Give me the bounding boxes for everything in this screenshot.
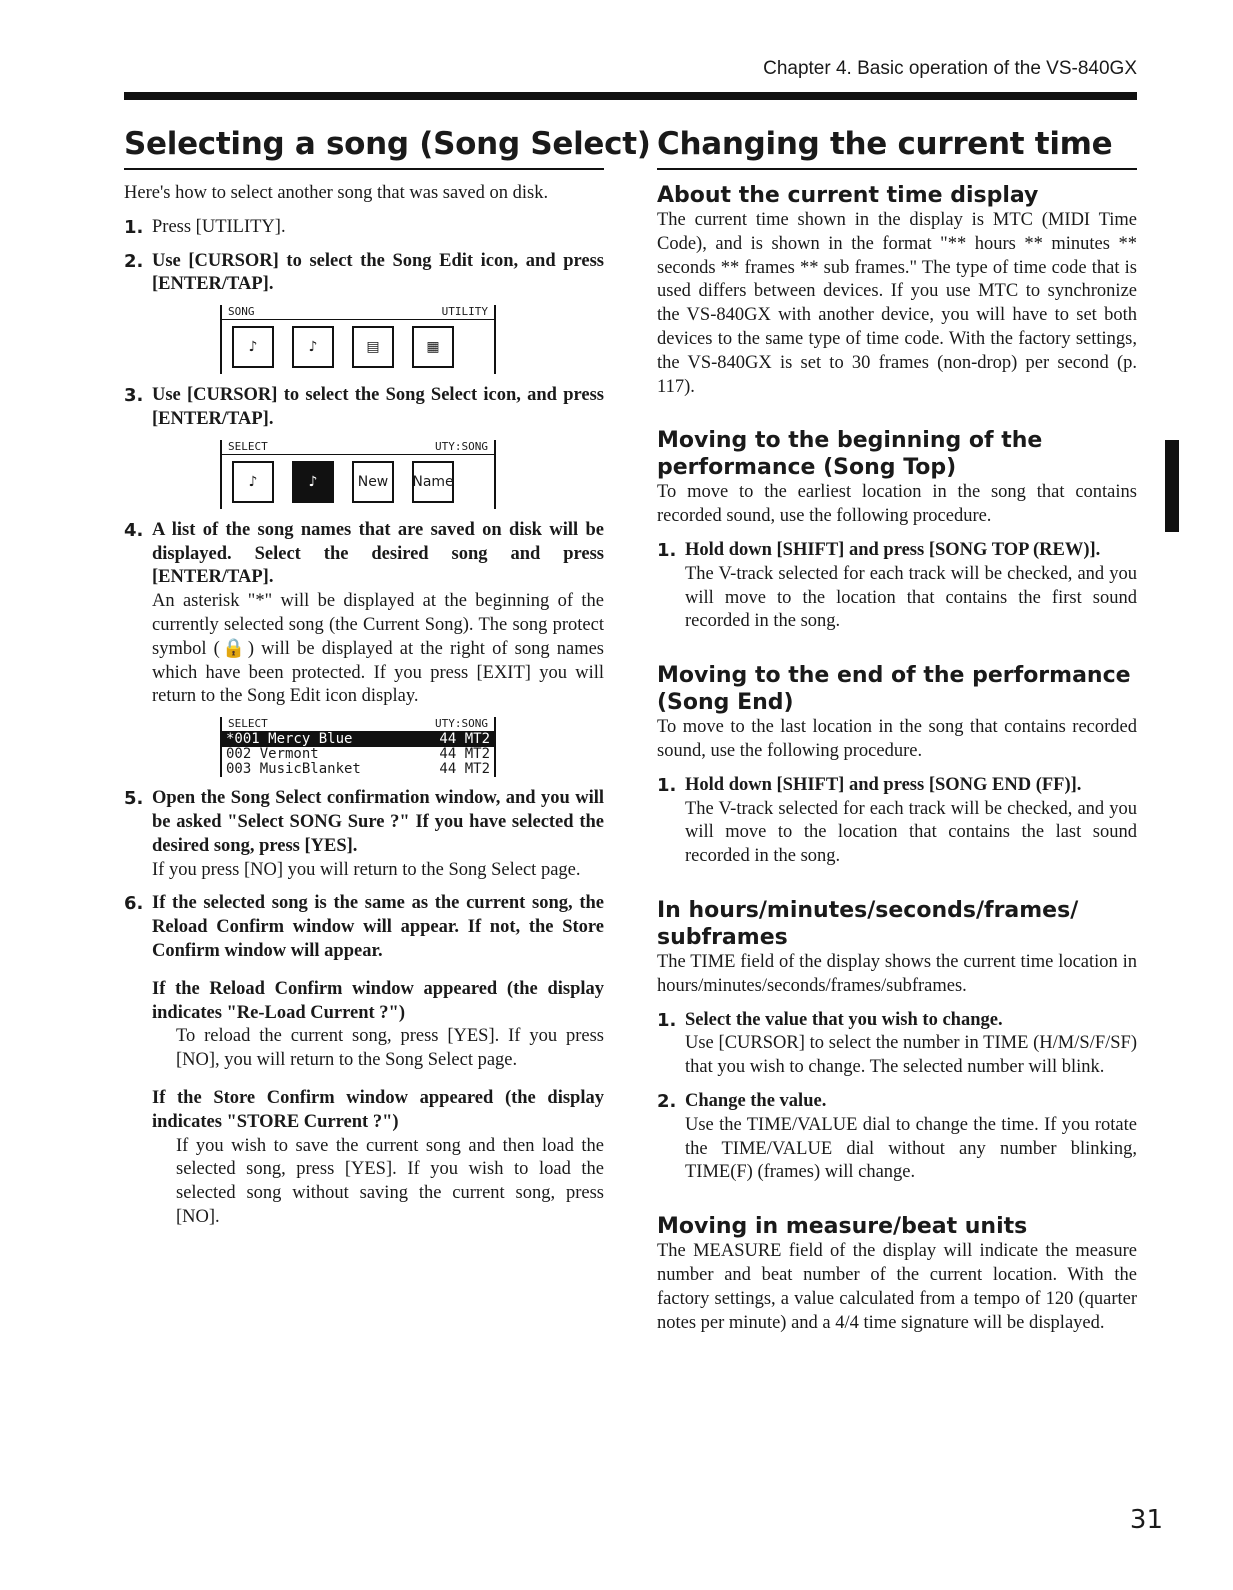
step-4 — [124, 519, 604, 709]
reload-heading: If the Reload Confirm window appeared (the display indicates "Re-Load Current ?") — [152, 978, 604, 1023]
step-number: 2. — [124, 250, 144, 272]
section-title-song-select: Selecting a song (Song Select) — [124, 126, 604, 170]
step-number: 5. — [124, 788, 144, 810]
subsection-heading: Moving to the end of the performance (Song End) — [657, 663, 1131, 716]
step-number: 4. — [124, 519, 144, 541]
chapter-tab — [1165, 440, 1179, 532]
step-text: Open the Song Select confirmation window, and you will be asked "Select SONG Sure ?" If you have selected the desired song, press [YES]. — [152, 788, 604, 856]
reload-block — [152, 978, 604, 1073]
subsection-text: To move to the last location in the song that contains recorded sound, use the following procedure. — [657, 717, 1137, 761]
subsection-heading: Moving in measure/beat units — [657, 1214, 1028, 1240]
store-block — [152, 1087, 604, 1230]
subsection-text: The TIME field of the display shows the current time location in hours/minutes/seconds/frames/subframes. — [657, 951, 1137, 996]
step-detail: Use the TIME/VALUE dial to change the time. If you rotate the TIME/VALUE dial without any number blinking, TIME(F) (frames) will change. — [685, 1114, 1137, 1183]
step-text: Press [UTILITY]. — [152, 216, 286, 237]
page-number: 31 — [1129, 1505, 1163, 1535]
reload-text: To reload the current song, press [YES]. If you press [NO], you will return to the Song Select page. — [176, 1026, 604, 1071]
time-icon: ▤ — [352, 326, 394, 368]
song-name-icon: Name — [412, 461, 454, 503]
subsection-heading: About the current time display — [657, 183, 1039, 208]
song-list-row: 003 MusicBlanket 44 MT2 — [226, 761, 490, 778]
lcd-song-edit-icons — [220, 305, 496, 374]
step-number: 6. — [124, 893, 144, 915]
step-1 — [124, 216, 604, 240]
step-text: If the selected song is the same as the current song, the Reload Confirm window will appear. If not, the Store Confirm window will appear. — [152, 893, 604, 961]
running-header: Chapter 4. Basic operation of the VS-840GX — [763, 58, 1137, 79]
subsection-text: To move to the earliest location in the song that contains recorded sound, use the following procedure. — [657, 482, 1137, 527]
step-1 — [657, 539, 1137, 634]
store-text: If you wish to save the current song and then load the selected song, press [YES]. If you wish to load the selected song without saving the current song, press [NO]. — [176, 1135, 604, 1227]
step-detail: Use [CURSOR] to select the number in TIME (H/M/S/F/SF) that you wish to change. The selected number will blink. — [685, 1033, 1137, 1078]
step-5 — [124, 787, 604, 882]
song-icon: ♪ — [232, 326, 274, 368]
step-text: Use [CURSOR] to select the Song Select icon, and press [ENTER/TAP]. — [152, 385, 604, 429]
step-number: 3. — [124, 385, 144, 407]
intro-text: Here's how to select another song that was saved on disk. — [124, 183, 549, 203]
step-text: Use [CURSOR] to select the Song Edit icon, and press [ENTER/TAP]. — [152, 250, 604, 295]
step-detail: If you press [NO] you will return to the Song Select page. — [152, 859, 581, 880]
subsection-heading: Moving to the beginning of the performance (Song Top) — [657, 428, 1043, 481]
lcd-label-left: SELECT — [228, 717, 268, 731]
song-copy-icon: ♪ — [292, 461, 334, 503]
step-number: 1. — [657, 539, 677, 561]
lcd-label-right: UTY:SONG — [435, 439, 488, 453]
step-text: Hold down [SHIFT] and press [SONG END (FF)]. — [685, 774, 1082, 795]
song-list-row: 002 Vermont 44 MT2 — [226, 746, 490, 763]
header-rule — [124, 92, 1137, 100]
left-column — [124, 126, 651, 1230]
lcd-song-list — [220, 717, 496, 777]
store-heading: If the Store Confirm window appeared (the display indicates "STORE Current ?") — [152, 1087, 604, 1132]
lcd-label-left: SELECT — [228, 439, 268, 453]
step-number: 1. — [657, 1009, 677, 1031]
lcd-label-right: UTY:SONG — [435, 717, 488, 731]
song-list-row: *001 Mercy Blue 44 MT2 — [222, 732, 494, 747]
step-text: A list of the song names that are saved on disk will be displayed. Select the desired song and press [ENTER/TAP]. — [152, 519, 604, 588]
subsection-text: The current time shown in the display is MTC (MIDI Time Code), and is shown in the format "** hours ** minutes ** seconds ** frames ** sub frames." The type of time code that is used differs between devices. If you use MTC to synchronize the VS-840GX with another device, you will have to set both devices to the same type of time code. With the factory settings, the VS-840GX is set to 30 frames (non-drop) per second (p. 117). — [657, 210, 1137, 397]
new-song-icon: New — [352, 461, 394, 503]
lcd-label-right: UTILITY — [441, 305, 488, 319]
step-text: Change the value. — [685, 1090, 827, 1111]
step-detail: The V-track selected for each track will be checked, and you will move to the location that contains the first sound recorded in the song. — [685, 563, 1137, 632]
subsection-heading: In hours/minutes/seconds/frames/ subframes — [657, 897, 1079, 950]
step-3 — [124, 384, 604, 432]
step-text: Hold down [SHIFT] and press [SONG TOP (REW)]. — [685, 539, 1101, 560]
lcd-song-select-icons — [220, 440, 496, 509]
step-detail: An asterisk "*" will be displayed at the beginning of the currently selected song (the Current Song). The song protect symbol (🔒) will be displayed at the right of song names which have been protected. If you press [EXIT] you will return to the Song Edit icon display. — [152, 591, 604, 707]
step-6 — [124, 892, 604, 963]
step-number: 1. — [124, 216, 144, 238]
step-1 — [657, 774, 1137, 869]
disk-icon: ▦ — [412, 326, 454, 368]
step-text: Select the value that you wish to change. — [685, 1009, 1003, 1030]
section-title-current-time: Changing the current time — [657, 126, 1137, 170]
right-column — [657, 126, 1137, 1335]
step-1 — [657, 1009, 1137, 1080]
step-2 — [657, 1090, 1137, 1185]
step-detail: The V-track selected for each track will be checked, and you will move to the location that contains the last sound recorded in the song. — [685, 798, 1137, 867]
step-2 — [124, 250, 604, 298]
step-number: 2. — [657, 1090, 677, 1112]
song-edit-icon: ♪ — [292, 326, 334, 368]
step-number: 1. — [657, 774, 677, 796]
lcd-label-left: SONG — [228, 305, 255, 319]
subsection-text: The MEASURE field of the display will indicate the measure number and beat number of the current location. With the factory settings, a value calculated from a tempo of 120 (quarter notes per minute) and a 4/4 time signature will be displayed. — [657, 1241, 1137, 1333]
song-select-icon: ♪ — [232, 461, 274, 503]
